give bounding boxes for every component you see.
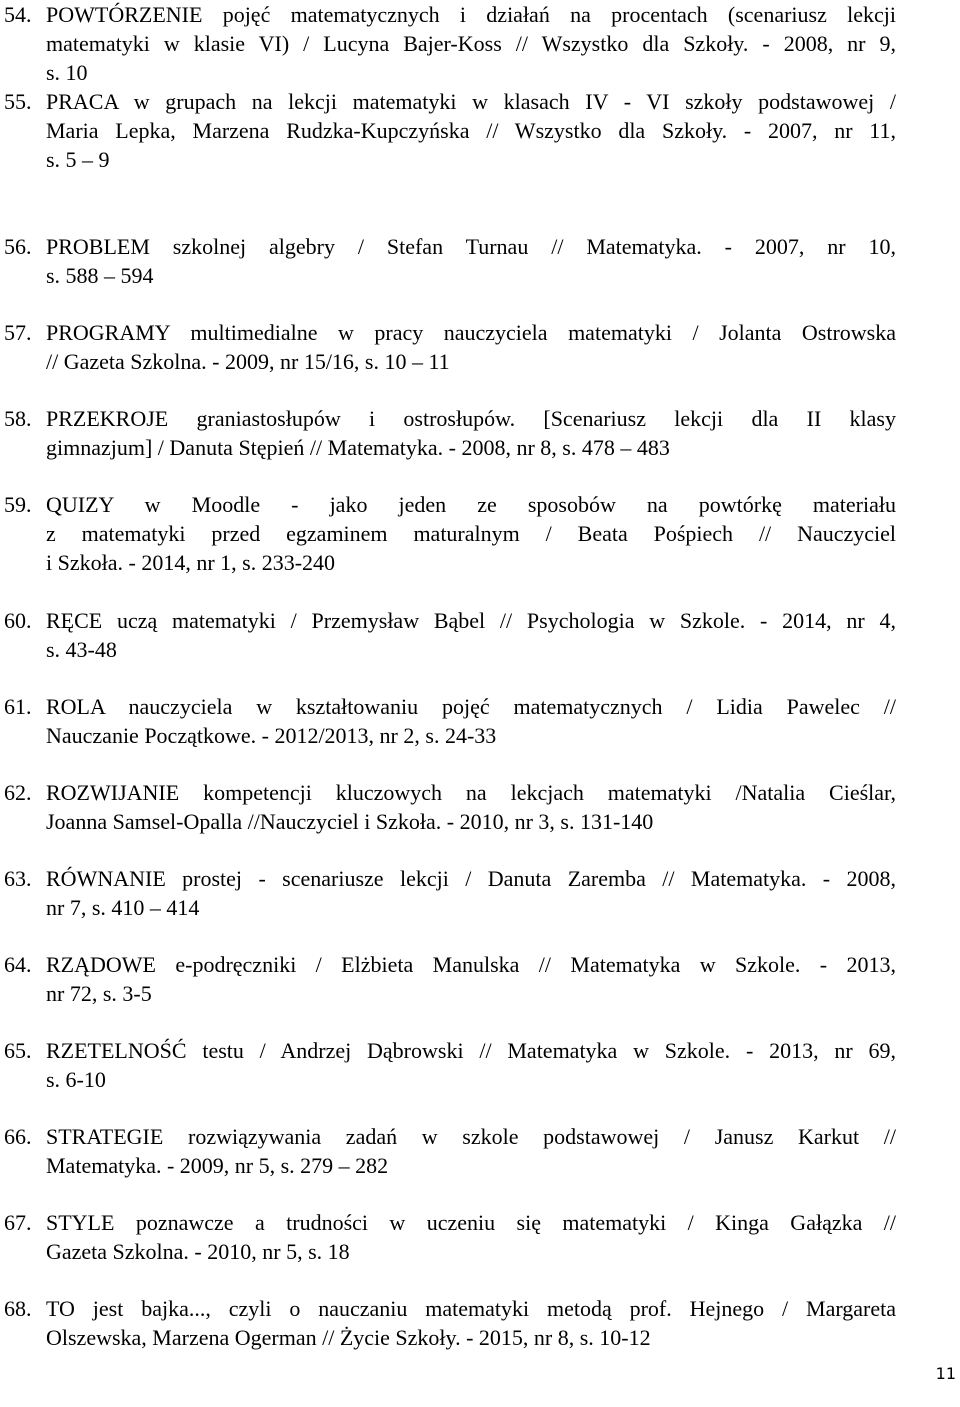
entry-text (46, 606, 896, 664)
entry-text (46, 318, 896, 376)
entry-number: 54. (4, 2, 32, 27)
entry-line: Matematyka. - 2009, nr 5, s. 279 – 282 (46, 1153, 389, 1178)
entry-line: gimnazjum] / Danuta Stępień // Matematyka. - 2008, nr 8, s. 478 – 483 (46, 435, 670, 460)
entry-number: 60. (4, 608, 32, 633)
page-number: 11 (935, 1364, 956, 1383)
entry-number: 62. (4, 780, 32, 805)
entry-number: 57. (4, 320, 32, 345)
entry-line: RĘCE uczą matematyki / Przemysław Bąbel // Psychologia w Szkole. - 2014, nr 4, (46, 608, 896, 633)
entry-line: RZETELNOŚĆ testu / Andrzej Dąbrowski // Matematyka w Szkole. - 2013, nr 69, (46, 1038, 896, 1063)
entry-line: STRATEGIE rozwiązywania zadań w szkole podstawowej / Janusz Karkut // (46, 1124, 896, 1149)
entry-line: ROZWIJANIE kompetencji kluczowych na lekcjach matematyki /Natalia Cieślar, (46, 780, 896, 805)
entry-line: RÓWNANIE prostej - scenariusze lekcji / Danuta Zaremba // Matematyka. - 2008, (46, 866, 896, 891)
entry-line: s. 5 – 9 (46, 147, 110, 172)
entry-number: 56. (4, 234, 32, 259)
entry-number: 66. (4, 1124, 32, 1149)
entry-number: 67. (4, 1210, 32, 1235)
entry-number: 64. (4, 952, 32, 977)
entry-number: 58. (4, 406, 32, 431)
entry-number: 63. (4, 866, 32, 891)
entry-text (46, 490, 896, 577)
entry-line: PRACA w grupach na lekcji matematyki w klasach IV - VI szkoły podstawowej / (46, 89, 896, 114)
entry-text (46, 87, 896, 174)
entry-line: Nauczanie Początkowe. - 2012/2013, nr 2, s. 24-33 (46, 723, 497, 748)
entry-text (46, 1208, 896, 1266)
entry-line: Maria Lepka, Marzena Rudzka-Kupczyńska // Wszystko dla Szkoły. - 2007, nr 11, (46, 118, 896, 143)
entry-number: 65. (4, 1038, 32, 1063)
entry-text (46, 950, 896, 1008)
entry-line: // Gazeta Szkolna. - 2009, nr 15/16, s. 10 – 11 (46, 349, 450, 374)
entry-line: z matematyki przed egzaminem maturalnym / Beata Pośpiech // Nauczyciel (46, 521, 896, 546)
entry-line: s. 10 (46, 60, 88, 85)
entry-line: Gazeta Szkolna. - 2010, nr 5, s. 18 (46, 1239, 350, 1264)
entry-line: Joanna Samsel-Opalla //Nauczyciel i Szkoła. - 2010, nr 3, s. 131-140 (46, 809, 654, 834)
entry-line: matematyki w klasie VI) / Lucyna Bajer-Koss // Wszystko dla Szkoły. - 2008, nr 9, (46, 31, 896, 56)
entry-line: nr 72, s. 3-5 (46, 981, 152, 1006)
entry-number: 68. (4, 1296, 32, 1321)
entry-line: PROBLEM szkolnej algebry / Stefan Turnau // Matematyka. - 2007, nr 10, (46, 234, 896, 259)
entry-text (46, 404, 896, 462)
entry-number: 55. (4, 89, 32, 114)
entry-line: s. 588 – 594 (46, 263, 154, 288)
entry-text (46, 232, 896, 290)
entry-line: i Szkoła. - 2014, nr 1, s. 233-240 (46, 550, 336, 575)
entry-line: POWTÓRZENIE pojęć matematycznych i działań na procentach (scenariusz lekcji (46, 2, 896, 27)
entry-number: 59. (4, 492, 32, 517)
entry-text (46, 0, 896, 87)
entry-line: s. 43-48 (46, 637, 117, 662)
entry-text (46, 1122, 896, 1180)
entry-text (46, 692, 896, 750)
entry-number: 61. (4, 694, 32, 719)
entry-text (46, 1294, 896, 1352)
entry-text (46, 1036, 896, 1094)
entry-line: QUIZY w Moodle - jako jeden ze sposobów na powtórkę materiału (46, 492, 896, 517)
entry-line: ROLA nauczyciela w kształtowaniu pojęć matematycznych / Lidia Pawelec // (46, 694, 896, 719)
entry-line: RZĄDOWE e-podręczniki / Elżbieta Manulska // Matematyka w Szkole. - 2013, (46, 952, 896, 977)
entry-line: nr 7, s. 410 – 414 (46, 895, 200, 920)
entry-line: Olszewska, Marzena Ogerman // Życie Szkoły. - 2015, nr 8, s. 10-12 (46, 1325, 651, 1350)
entry-line: PRZEKROJE graniastosłupów i ostrosłupów. [Scenariusz lekcji dla II klasy (46, 406, 896, 431)
entry-line: TO jest bajka..., czyli o nauczaniu matematyki metodą prof. Hejnego / Margareta (46, 1296, 896, 1321)
entry-line: PROGRAMY multimedialne w pracy nauczyciela matematyki / Jolanta Ostrowska (46, 320, 896, 345)
entry-line: STYLE poznawcze a trudności w uczeniu się matematyki / Kinga Gałązka // (46, 1210, 896, 1235)
entry-text (46, 778, 896, 836)
entry-line: s. 6-10 (46, 1067, 106, 1092)
entry-text (46, 864, 896, 922)
